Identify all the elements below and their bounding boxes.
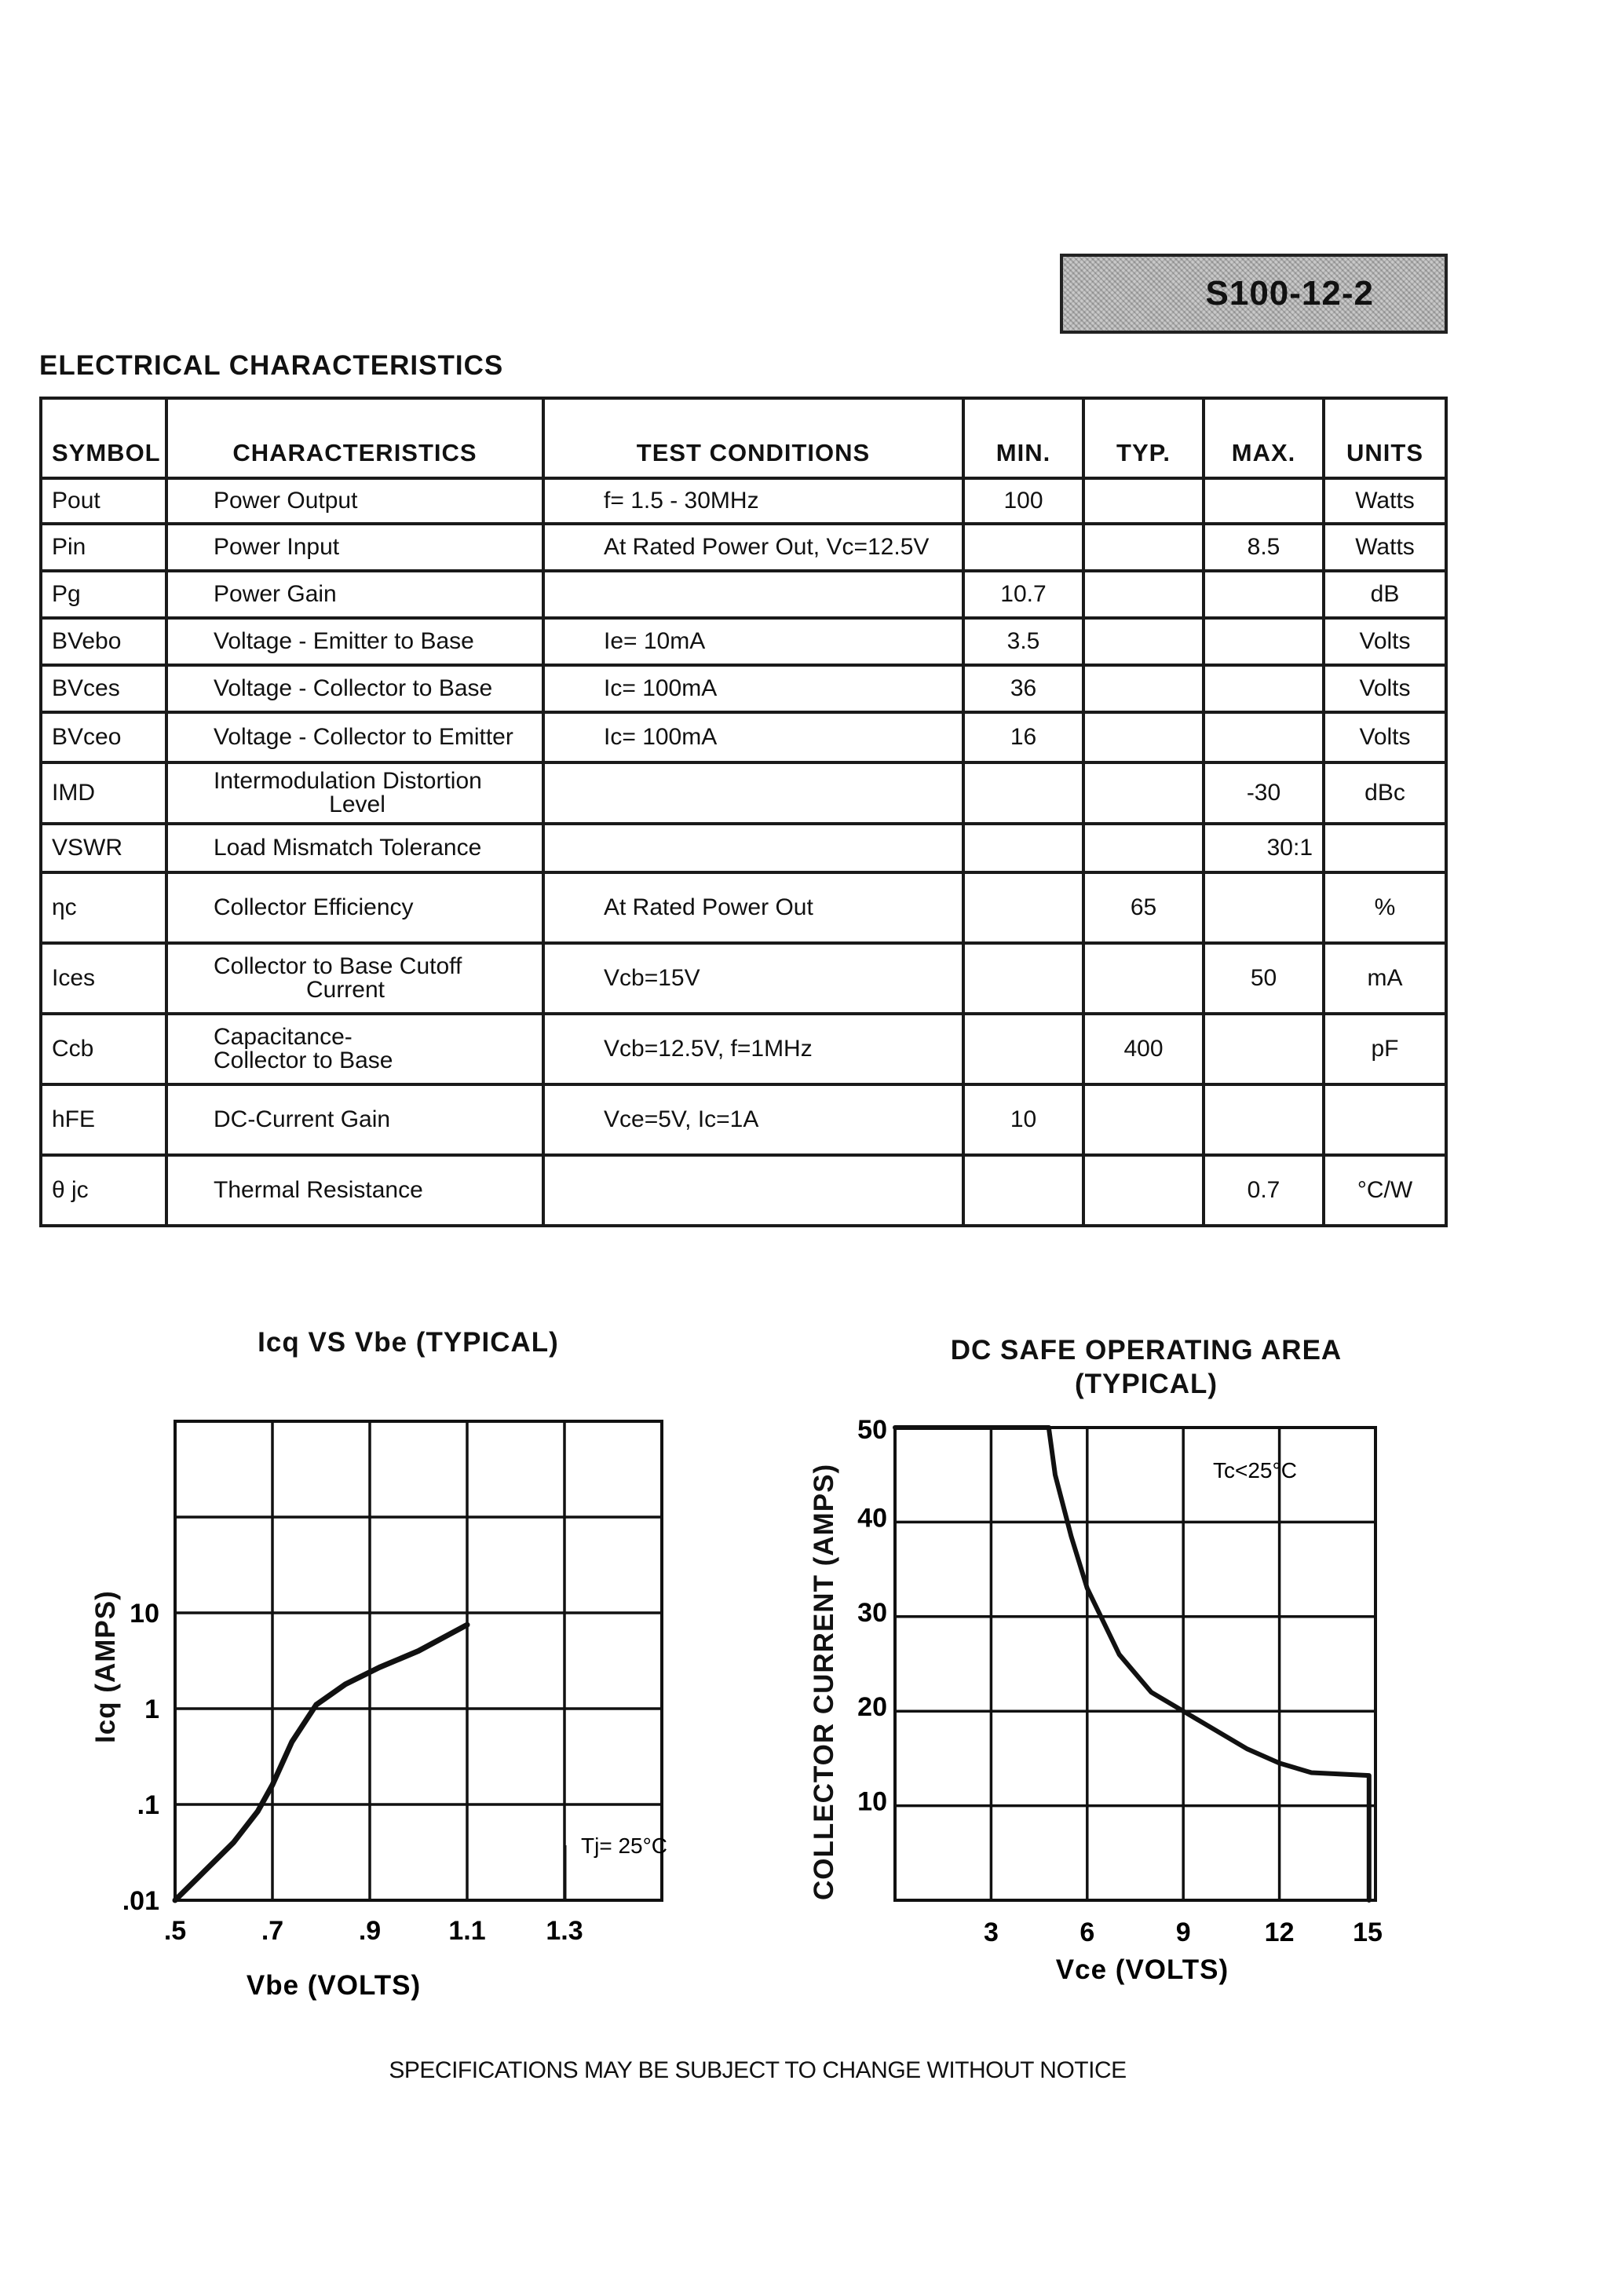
symbol-cell: Ices (41, 943, 166, 1014)
condition-cell: At Rated Power Out (543, 872, 963, 943)
condition-cell: Vcb=12.5V, f=1MHz (543, 1014, 963, 1084)
condition-cell (543, 824, 963, 872)
header-characteristics: CHARACTERISTICS (166, 398, 543, 478)
y-tick-label: .01 (122, 1886, 159, 1916)
section-title: ELECTRICAL CHARACTERISTICS (39, 350, 504, 381)
characteristic-line-1: Collector to Base Cutoff (214, 953, 462, 979)
symbol-cell: BVebo (41, 618, 166, 665)
typ-cell (1083, 712, 1204, 762)
characteristic-cell: Voltage - Emitter to Base (166, 618, 543, 665)
max-cell (1204, 712, 1324, 762)
max-cell (1204, 665, 1324, 712)
y-tick-label: 20 (857, 1692, 887, 1723)
characteristic-cell (166, 1014, 543, 1084)
header-typ: TYP. (1083, 398, 1204, 478)
header-units: UNITS (1324, 398, 1446, 478)
units-cell: Watts (1324, 478, 1446, 524)
typ-cell: 400 (1083, 1014, 1204, 1084)
symbol-cell: ηc (41, 872, 166, 943)
units-cell: dBc (1324, 762, 1446, 824)
max-cell (1204, 478, 1324, 524)
characteristic-line-1: Intermodulation Distortion (214, 768, 482, 794)
symbol-cell: IMD (41, 762, 166, 824)
y-tick-label: 40 (857, 1503, 887, 1534)
icq-chart-xlabel: Vbe (VOLTS) (246, 1970, 422, 2001)
table-row (41, 571, 1446, 618)
plot-frame (895, 1428, 1375, 1900)
y-tick-label: .1 (137, 1790, 159, 1820)
table-row (41, 824, 1446, 872)
units-cell: Volts (1324, 712, 1446, 762)
icq-chart-ylabel-text: Icq (AMPS) (90, 1590, 121, 1743)
soa-chart-grid (895, 1428, 1375, 1900)
symbol-cell: hFE (41, 1084, 166, 1155)
min-cell: 36 (963, 665, 1083, 712)
typ-cell (1083, 943, 1204, 1014)
table-row (41, 1014, 1446, 1084)
min-cell (963, 824, 1083, 872)
min-cell: 3.5 (963, 618, 1083, 665)
max-cell (1204, 1014, 1324, 1084)
x-tick-label: 9 (1175, 1918, 1191, 1947)
symbol-cell: Pg (41, 571, 166, 618)
units-cell (1324, 824, 1446, 872)
max-cell: 8.5 (1204, 524, 1324, 571)
table-row (41, 665, 1446, 712)
icq-chart-x-ticks (164, 1916, 583, 1946)
y-tick-label: 10 (857, 1786, 887, 1817)
table-row (41, 762, 1446, 824)
max-cell: 0.7 (1204, 1155, 1324, 1226)
condition-cell: f= 1.5 - 30MHz (543, 478, 963, 524)
units-cell: mA (1324, 943, 1446, 1014)
min-cell (963, 1014, 1083, 1084)
header-test-conditions: TEST CONDITIONS (543, 398, 963, 478)
min-cell: 100 (963, 478, 1083, 524)
typ-cell (1083, 762, 1204, 824)
soa-chart-annotation: Tc<25°C (1213, 1458, 1297, 1483)
x-tick-label: 12 (1264, 1918, 1295, 1947)
characteristic-cell: Collector Efficiency (166, 872, 543, 943)
characteristic-cell: DC-Current Gain (166, 1084, 543, 1155)
units-cell: °C/W (1324, 1155, 1446, 1226)
typ-cell (1083, 1084, 1204, 1155)
header-min: MIN. (963, 398, 1083, 478)
characteristic-cell (166, 943, 543, 1014)
table-header-row (41, 398, 1446, 478)
min-cell: 10 (963, 1084, 1083, 1155)
condition-cell (543, 571, 963, 618)
min-cell: 16 (963, 712, 1083, 762)
x-tick-label: .9 (358, 1916, 382, 1946)
table-row (41, 712, 1446, 762)
max-cell: 30:1 (1204, 824, 1324, 872)
y-tick-label: 50 (857, 1415, 887, 1445)
characteristic-cell: Voltage - Collector to Base (166, 665, 543, 712)
typ-cell (1083, 571, 1204, 618)
table-row (41, 943, 1446, 1014)
footer-notice: SPECIFICATIONS MAY BE SUBJECT TO CHANGE WITHOUT NOTICE (389, 2057, 1127, 2083)
min-cell (963, 1155, 1083, 1226)
table-row (41, 524, 1446, 571)
units-cell: % (1324, 872, 1446, 943)
min-cell: 10.7 (963, 571, 1083, 618)
characteristic-cell (166, 762, 543, 824)
table-row (41, 1084, 1446, 1155)
x-tick-label: .5 (163, 1916, 187, 1946)
characteristic-cell: Power Output (166, 478, 543, 524)
typ-cell (1083, 478, 1204, 524)
soa-chart-title-line1: DC SAFE OPERATING AREA (950, 1335, 1343, 1366)
typ-cell (1083, 824, 1204, 872)
header-max: MAX. (1204, 398, 1324, 478)
symbol-cell: θ jc (41, 1155, 166, 1226)
icq-chart-annotation: Tj= 25°C (581, 1834, 668, 1858)
x-tick-label: 1.3 (546, 1916, 583, 1946)
units-cell (1324, 1084, 1446, 1155)
characteristic-line-2: Collector to Base (214, 1047, 393, 1073)
header-symbol: SYMBOL (41, 398, 166, 478)
characteristic-line-2: Current (305, 977, 385, 1003)
y-tick-label: 1 (144, 1695, 159, 1724)
condition-cell (543, 1155, 963, 1226)
soa-chart-ylabel: COLLECTOR CURRENT (AMPS) (809, 1463, 839, 1900)
plot-frame (175, 1421, 662, 1900)
min-cell (963, 762, 1083, 824)
max-cell (1204, 571, 1324, 618)
icq-vs-vbe-chart (79, 1398, 707, 2010)
part-number-box (1060, 254, 1448, 334)
characteristic-cell: Load Mismatch Tolerance (166, 824, 543, 872)
y-tick-label: 30 (857, 1597, 887, 1628)
typ-cell (1083, 524, 1204, 571)
max-cell: 50 (1204, 943, 1324, 1014)
symbol-cell: BVceo (41, 712, 166, 762)
symbol-cell: Pin (41, 524, 166, 571)
condition-cell: Ie= 10mA (543, 618, 963, 665)
icq-chart-grid (175, 1421, 662, 1900)
max-cell (1204, 618, 1324, 665)
icq-chart-title: Icq VS Vbe (TYPICAL) (258, 1327, 559, 1358)
units-cell: pF (1324, 1014, 1446, 1084)
characteristic-cell: Power Input (166, 524, 543, 571)
min-cell (963, 524, 1083, 571)
units-cell: Watts (1324, 524, 1446, 571)
characteristic-line-1: Capacitance- (214, 1024, 353, 1050)
symbol-cell: BVces (41, 665, 166, 712)
soa-chart-y-ticks (857, 1415, 887, 1817)
condition-cell (543, 762, 963, 824)
y-tick-label: 10 (130, 1599, 159, 1629)
symbol-cell: Ccb (41, 1014, 166, 1084)
part-number: S100-12-2 (1205, 274, 1374, 313)
min-cell (963, 943, 1083, 1014)
max-cell: -30 (1204, 762, 1324, 824)
symbol-cell: VSWR (41, 824, 166, 872)
table-row (41, 872, 1446, 943)
typ-cell (1083, 665, 1204, 712)
characteristic-cell: Power Gain (166, 571, 543, 618)
table-row (41, 618, 1446, 665)
condition-cell: Ic= 100mA (543, 665, 963, 712)
x-tick-label: 3 (983, 1918, 999, 1947)
max-cell (1204, 872, 1324, 943)
units-cell: Volts (1324, 665, 1446, 712)
x-tick-label: .7 (261, 1916, 284, 1946)
condition-cell: Vcb=15V (543, 943, 963, 1014)
table-row (41, 478, 1446, 524)
units-cell: Volts (1324, 618, 1446, 665)
electrical-characteristics-table (39, 397, 1448, 1227)
x-tick-label: 1.1 (448, 1916, 486, 1946)
soa-series-line (895, 1428, 1369, 1900)
characteristic-cell: Thermal Resistance (166, 1155, 543, 1226)
icq-series-line (175, 1625, 467, 1900)
condition-cell: Ic= 100mA (543, 712, 963, 762)
soa-chart (785, 1406, 1570, 2002)
characteristic-cell: Voltage - Collector to Emitter (166, 712, 543, 762)
table-row (41, 1155, 1446, 1226)
typ-cell (1083, 618, 1204, 665)
soa-chart-title-line2: (TYPICAL) (1074, 1369, 1218, 1399)
soa-chart-x-ticks (984, 1918, 1383, 1947)
max-cell (1204, 1084, 1324, 1155)
min-cell (963, 872, 1083, 943)
condition-cell: Vce=5V, Ic=1A (543, 1084, 963, 1155)
typ-cell (1083, 1155, 1204, 1226)
symbol-cell: Pout (41, 478, 166, 524)
condition-cell: At Rated Power Out, Vc=12.5V (543, 524, 963, 571)
units-cell: dB (1324, 571, 1446, 618)
x-tick-label: 6 (1080, 1918, 1095, 1947)
soa-chart-xlabel: Vce (VOLTS) (1055, 1954, 1229, 1985)
typ-cell: 65 (1083, 872, 1204, 943)
characteristic-line-2: Level (329, 792, 385, 817)
x-tick-label: 15 (1353, 1918, 1383, 1947)
